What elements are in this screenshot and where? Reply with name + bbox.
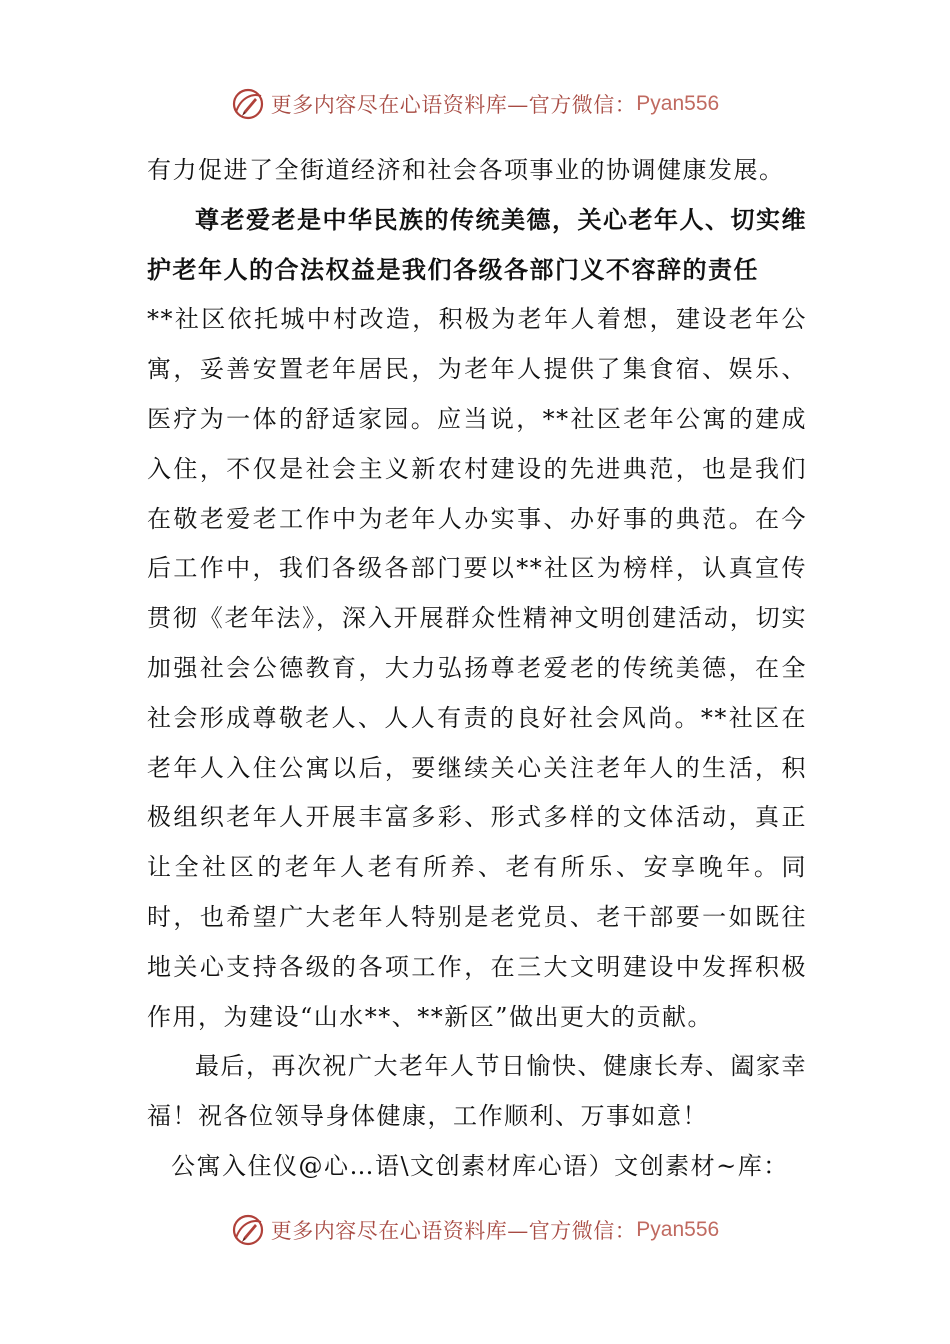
banner-text: 更多内容尽在心语资料库—官方微信： <box>270 1219 637 1243</box>
paragraph-main: **社区依托城中村改造，积极为老年人着想，建设老年公寓，妥善安置老年居民，为老年人提供了集食宿、娱乐、医疗为一体的舒适家园。应当说，**社区老年公寓的建成入住，不仅是社会主义新农村建设的先进典范，也是我们在敬老爱老工作中为老年人办实事、办好事的典范。在今后工作中，我们各级各部门要以**社区为榜样，认真宣传贯彻《老年法》，深入开展群众性精神文明创建活动，切实加强社会公德教育，大力弘扬尊老爱老的传统美德，在全社会形成尊敬老人、人人有责的良好社会风尚。**社区在老年人入住公寓以后，要继续关心关注老年人的生活，积极组织老年人开展丰富多彩、形式多样的文体活动，真正让全社区的老年人老有所养、老有所乐、安享晚年。同时，也希望广大老年人特别是老党员、老干部要一如既往地关心支持各级的各项工作，在三大文明建设中发挥积极作用，为建设“山水**、**新区”做出更大的贡献。 <box>147 305 807 1031</box>
banner-account: Pyan556 <box>636 92 720 115</box>
paragraph-closing: 最后，再次祝广大老年人节日愉快、健康长寿、阖家幸福！祝各位领导身体健康，工作顺利、万事如意！ <box>147 1052 807 1131</box>
footer-banner <box>0 1208 950 1252</box>
paragraph-footer-line: 公寓入住仪@心…语\文创素材库心语）文创素材~库： <box>171 1151 789 1180</box>
header-banner <box>0 82 950 126</box>
paragraph-bold-heading: 尊老爱老是中华民族的传统美德，关心老年人、切实维护老年人的合法权益是我们各级各部门义不容辞的责任 <box>147 205 807 284</box>
paragraph-continuation: 有力促进了全街道经济和社会各项事业的协调健康发展。 <box>147 156 785 184</box>
pen-logo-icon <box>231 1213 265 1247</box>
banner-text: 更多内容尽在心语资料库—官方微信： <box>270 93 637 117</box>
pen-logo-icon <box>231 87 265 121</box>
banner-account: Pyan556 <box>636 1218 720 1241</box>
document-body <box>147 146 807 1192</box>
